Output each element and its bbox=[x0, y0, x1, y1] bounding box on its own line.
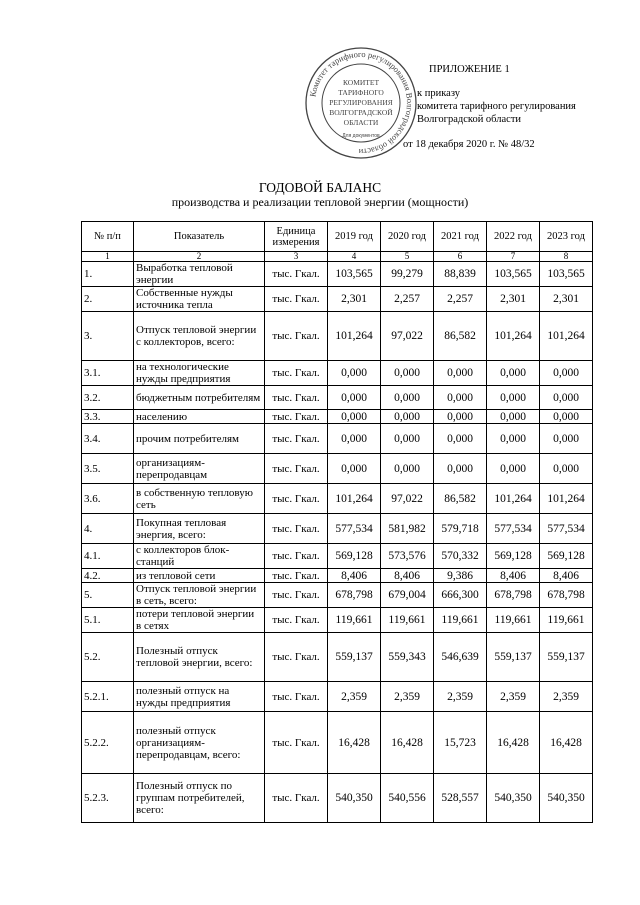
column-number: 1 bbox=[82, 252, 134, 262]
indicator-name-cell: Отпуск тепловой энергии в сеть, всего: bbox=[134, 583, 265, 608]
value-cell: 103,565 bbox=[487, 262, 540, 287]
header-cell-2023: 2023 год bbox=[540, 222, 593, 252]
value-cell: 86,582 bbox=[434, 484, 487, 514]
value-cell: 540,350 bbox=[328, 774, 381, 823]
table-row bbox=[82, 484, 593, 514]
indicator-name-cell: прочим потребителям bbox=[134, 424, 265, 454]
indicator-name-cell: Собственные нужды источника тепла bbox=[134, 287, 265, 312]
value-cell: 99,279 bbox=[381, 262, 434, 287]
value-cell: 97,022 bbox=[381, 484, 434, 514]
appendix-committee-line: комитета тарифного регулирования bbox=[417, 101, 576, 112]
row-number-cell: 3. bbox=[82, 312, 134, 361]
value-cell: 0,000 bbox=[434, 410, 487, 424]
value-cell: 101,264 bbox=[487, 484, 540, 514]
indicator-name-cell: с коллекторов блок-станций bbox=[134, 544, 265, 569]
table-row bbox=[82, 312, 593, 361]
value-cell: 528,557 bbox=[434, 774, 487, 823]
row-number-cell: 4.2. bbox=[82, 569, 134, 583]
value-cell: 0,000 bbox=[328, 454, 381, 484]
indicator-name-cell: организациям-перепродавцам bbox=[134, 454, 265, 484]
document-title: ГОДОВОЙ БАЛАНС bbox=[258, 180, 382, 195]
appendix-region-line: Волгоградской области bbox=[417, 114, 522, 125]
value-cell: 0,000 bbox=[487, 361, 540, 386]
row-number-cell: 5.2.2. bbox=[82, 712, 134, 774]
balance-table bbox=[81, 221, 593, 823]
value-cell: 0,000 bbox=[381, 386, 434, 410]
column-number: 3 bbox=[265, 252, 328, 262]
value-cell: 119,661 bbox=[540, 608, 593, 633]
row-number-cell: 2. bbox=[82, 287, 134, 312]
value-cell: 678,798 bbox=[540, 583, 593, 608]
value-cell: 16,428 bbox=[540, 712, 593, 774]
value-cell: 0,000 bbox=[487, 386, 540, 410]
indicator-name-cell: бюджетным потребителям bbox=[134, 386, 265, 410]
table-row bbox=[82, 262, 593, 287]
unit-cell: тыс. Гкал. bbox=[265, 544, 328, 569]
table-row bbox=[82, 454, 593, 484]
column-number: 7 bbox=[487, 252, 540, 262]
value-cell: 2,257 bbox=[434, 287, 487, 312]
appendix-title: ПРИЛОЖЕНИЕ 1 bbox=[429, 64, 510, 75]
value-cell: 8,406 bbox=[328, 569, 381, 583]
value-cell: 119,661 bbox=[328, 608, 381, 633]
value-cell: 0,000 bbox=[381, 410, 434, 424]
indicator-name-cell: на технологические нужды предприятия bbox=[134, 361, 265, 386]
value-cell: 8,406 bbox=[487, 569, 540, 583]
indicator-name-cell: полезный отпуск организациям-перепродавцам, всего: bbox=[134, 712, 265, 774]
table-row bbox=[82, 514, 593, 544]
indicator-name-cell: из тепловой сети bbox=[134, 569, 265, 583]
value-cell: 577,534 bbox=[328, 514, 381, 544]
column-number: 2 bbox=[134, 252, 265, 262]
value-cell: 573,576 bbox=[381, 544, 434, 569]
value-cell: 569,128 bbox=[487, 544, 540, 569]
svg-text:Комитет тарифного регулировани: Комитет тарифного регулирования Волгоградской области bbox=[307, 48, 416, 158]
value-cell: 0,000 bbox=[434, 386, 487, 410]
unit-cell: тыс. Гкал. bbox=[265, 682, 328, 712]
table-row bbox=[82, 287, 593, 312]
row-number-cell: 5.2. bbox=[82, 633, 134, 682]
table-row bbox=[82, 410, 593, 424]
indicator-name-cell: в собственную тепловую сеть bbox=[134, 484, 265, 514]
column-number: 5 bbox=[381, 252, 434, 262]
unit-cell: тыс. Гкал. bbox=[265, 569, 328, 583]
value-cell: 0,000 bbox=[434, 454, 487, 484]
value-cell: 0,000 bbox=[381, 454, 434, 484]
value-cell: 0,000 bbox=[434, 424, 487, 454]
svg-text:ТАРИФНОГО: ТАРИФНОГО bbox=[338, 88, 384, 97]
value-cell: 2,359 bbox=[434, 682, 487, 712]
value-cell: 8,406 bbox=[540, 569, 593, 583]
unit-cell: тыс. Гкал. bbox=[265, 262, 328, 287]
header-cell-2021: 2021 год bbox=[434, 222, 487, 252]
table-row bbox=[82, 774, 593, 823]
indicator-name-cell: Выработка тепловой энергии bbox=[134, 262, 265, 287]
value-cell: 2,359 bbox=[328, 682, 381, 712]
column-number-row bbox=[82, 252, 593, 262]
indicator-name-cell: Покупная тепловая энергия, всего: bbox=[134, 514, 265, 544]
row-number-cell: 3.5. bbox=[82, 454, 134, 484]
value-cell: 0,000 bbox=[328, 386, 381, 410]
row-number-cell: 3.3. bbox=[82, 410, 134, 424]
table-row bbox=[82, 682, 593, 712]
value-cell: 579,718 bbox=[434, 514, 487, 544]
value-cell: 559,343 bbox=[381, 633, 434, 682]
table-row bbox=[82, 544, 593, 569]
row-number-cell: 3.4. bbox=[82, 424, 134, 454]
value-cell: 666,300 bbox=[434, 583, 487, 608]
svg-text:КОМИТЕТ: КОМИТЕТ bbox=[342, 78, 380, 87]
value-cell: 577,534 bbox=[487, 514, 540, 544]
row-number-cell: 5.1. bbox=[82, 608, 134, 633]
value-cell: 2,359 bbox=[540, 682, 593, 712]
table-row bbox=[82, 712, 593, 774]
value-cell: 679,004 bbox=[381, 583, 434, 608]
value-cell: 16,428 bbox=[328, 712, 381, 774]
value-cell: 2,301 bbox=[328, 287, 381, 312]
value-cell: 16,428 bbox=[487, 712, 540, 774]
row-number-cell: 4. bbox=[82, 514, 134, 544]
value-cell: 101,264 bbox=[328, 484, 381, 514]
value-cell: 88,839 bbox=[434, 262, 487, 287]
row-number-cell: 4.1. bbox=[82, 544, 134, 569]
unit-cell: тыс. Гкал. bbox=[265, 312, 328, 361]
unit-cell: тыс. Гкал. bbox=[265, 633, 328, 682]
value-cell: 103,565 bbox=[328, 262, 381, 287]
unit-cell: тыс. Гкал. bbox=[265, 514, 328, 544]
value-cell: 678,798 bbox=[328, 583, 381, 608]
indicator-name-cell: Полезный отпуск по группам потребителей, всего: bbox=[134, 774, 265, 823]
value-cell: 540,350 bbox=[487, 774, 540, 823]
value-cell: 101,264 bbox=[328, 312, 381, 361]
value-cell: 0,000 bbox=[328, 424, 381, 454]
indicator-name-cell: Отпуск тепловой энергии с коллекторов, всего: bbox=[134, 312, 265, 361]
row-number-cell: 1. bbox=[82, 262, 134, 287]
row-number-cell: 3.6. bbox=[82, 484, 134, 514]
value-cell: 0,000 bbox=[328, 361, 381, 386]
indicator-name-cell: потери тепловой энергии в сетях bbox=[134, 608, 265, 633]
value-cell: 559,137 bbox=[540, 633, 593, 682]
indicator-name-cell: полезный отпуск на нужды предприятия bbox=[134, 682, 265, 712]
value-cell: 2,257 bbox=[381, 287, 434, 312]
svg-text:РЕГУЛИРОВАНИЯ: РЕГУЛИРОВАНИЯ bbox=[329, 98, 393, 107]
header-cell-2020: 2020 год bbox=[381, 222, 434, 252]
value-cell: 546,639 bbox=[434, 633, 487, 682]
value-cell: 119,661 bbox=[434, 608, 487, 633]
value-cell: 540,556 bbox=[381, 774, 434, 823]
indicator-name-cell: Полезный отпуск тепловой энергии, всего: bbox=[134, 633, 265, 682]
header-cell-2019: 2019 год bbox=[328, 222, 381, 252]
value-cell: 0,000 bbox=[381, 424, 434, 454]
value-cell: 540,350 bbox=[540, 774, 593, 823]
value-cell: 569,128 bbox=[328, 544, 381, 569]
table-row bbox=[82, 424, 593, 454]
value-cell: 8,406 bbox=[381, 569, 434, 583]
value-cell: 119,661 bbox=[381, 608, 434, 633]
value-cell: 101,264 bbox=[487, 312, 540, 361]
row-number-cell: 5. bbox=[82, 583, 134, 608]
svg-text:ВОЛГОГРАДСКОЙ: ВОЛГОГРАДСКОЙ bbox=[329, 108, 393, 117]
value-cell: 559,137 bbox=[487, 633, 540, 682]
table-row bbox=[82, 583, 593, 608]
header-cell-num: № п/п bbox=[82, 222, 134, 252]
header-cell-2022: 2022 год bbox=[487, 222, 540, 252]
unit-cell: тыс. Гкал. bbox=[265, 361, 328, 386]
value-cell: 101,264 bbox=[540, 484, 593, 514]
row-number-cell: 5.2.3. bbox=[82, 774, 134, 823]
value-cell: 0,000 bbox=[381, 361, 434, 386]
value-cell: 0,000 bbox=[328, 410, 381, 424]
appendix-date-line: от 18 декабря 2020 г. № 48/32 bbox=[403, 139, 535, 150]
table-row bbox=[82, 386, 593, 410]
header-cell-indicator: Показатель bbox=[134, 222, 265, 252]
value-cell: 9,386 bbox=[434, 569, 487, 583]
unit-cell: тыс. Гкал. bbox=[265, 454, 328, 484]
unit-cell: тыс. Гкал. bbox=[265, 386, 328, 410]
table-row bbox=[82, 633, 593, 682]
table-row bbox=[82, 361, 593, 386]
value-cell: 559,137 bbox=[328, 633, 381, 682]
value-cell: 101,264 bbox=[540, 312, 593, 361]
value-cell: 0,000 bbox=[540, 410, 593, 424]
unit-cell: тыс. Гкал. bbox=[265, 484, 328, 514]
value-cell: 86,582 bbox=[434, 312, 487, 361]
table-header-row bbox=[82, 222, 593, 252]
value-cell: 15,723 bbox=[434, 712, 487, 774]
unit-cell: тыс. Гкал. bbox=[265, 608, 328, 633]
value-cell: 0,000 bbox=[487, 424, 540, 454]
header-cell-unit: Единица измерения bbox=[265, 222, 328, 252]
value-cell: 678,798 bbox=[487, 583, 540, 608]
row-number-cell: 3.2. bbox=[82, 386, 134, 410]
value-cell: 2,301 bbox=[487, 287, 540, 312]
indicator-name-cell: населению bbox=[134, 410, 265, 424]
svg-text:Для документов: Для документов bbox=[342, 133, 380, 139]
column-number: 6 bbox=[434, 252, 487, 262]
table-row bbox=[82, 569, 593, 583]
value-cell: 2,301 bbox=[540, 287, 593, 312]
row-number-cell: 3.1. bbox=[82, 361, 134, 386]
value-cell: 0,000 bbox=[487, 454, 540, 484]
document-subtitle: производства и реализации тепловой энергии (мощности) bbox=[171, 195, 469, 209]
value-cell: 0,000 bbox=[540, 454, 593, 484]
svg-text:ОБЛАСТИ: ОБЛАСТИ bbox=[343, 118, 379, 127]
table-row bbox=[82, 608, 593, 633]
unit-cell: тыс. Гкал. bbox=[265, 424, 328, 454]
value-cell: 2,359 bbox=[381, 682, 434, 712]
value-cell: 103,565 bbox=[540, 262, 593, 287]
unit-cell: тыс. Гкал. bbox=[265, 583, 328, 608]
value-cell: 97,022 bbox=[381, 312, 434, 361]
value-cell: 0,000 bbox=[540, 386, 593, 410]
value-cell: 581,982 bbox=[381, 514, 434, 544]
value-cell: 119,661 bbox=[487, 608, 540, 633]
value-cell: 16,428 bbox=[381, 712, 434, 774]
column-number: 8 bbox=[540, 252, 593, 262]
official-stamp bbox=[303, 45, 419, 161]
appendix-order-line: к приказу bbox=[417, 88, 460, 99]
column-number: 4 bbox=[328, 252, 381, 262]
value-cell: 577,534 bbox=[540, 514, 593, 544]
appendix-block bbox=[403, 63, 633, 151]
value-cell: 0,000 bbox=[434, 361, 487, 386]
unit-cell: тыс. Гкал. bbox=[265, 774, 328, 823]
value-cell: 0,000 bbox=[540, 424, 593, 454]
value-cell: 0,000 bbox=[540, 361, 593, 386]
value-cell: 570,332 bbox=[434, 544, 487, 569]
value-cell: 0,000 bbox=[487, 410, 540, 424]
unit-cell: тыс. Гкал. bbox=[265, 410, 328, 424]
unit-cell: тыс. Гкал. bbox=[265, 287, 328, 312]
value-cell: 569,128 bbox=[540, 544, 593, 569]
unit-cell: тыс. Гкал. bbox=[265, 712, 328, 774]
value-cell: 2,359 bbox=[487, 682, 540, 712]
row-number-cell: 5.2.1. bbox=[82, 682, 134, 712]
